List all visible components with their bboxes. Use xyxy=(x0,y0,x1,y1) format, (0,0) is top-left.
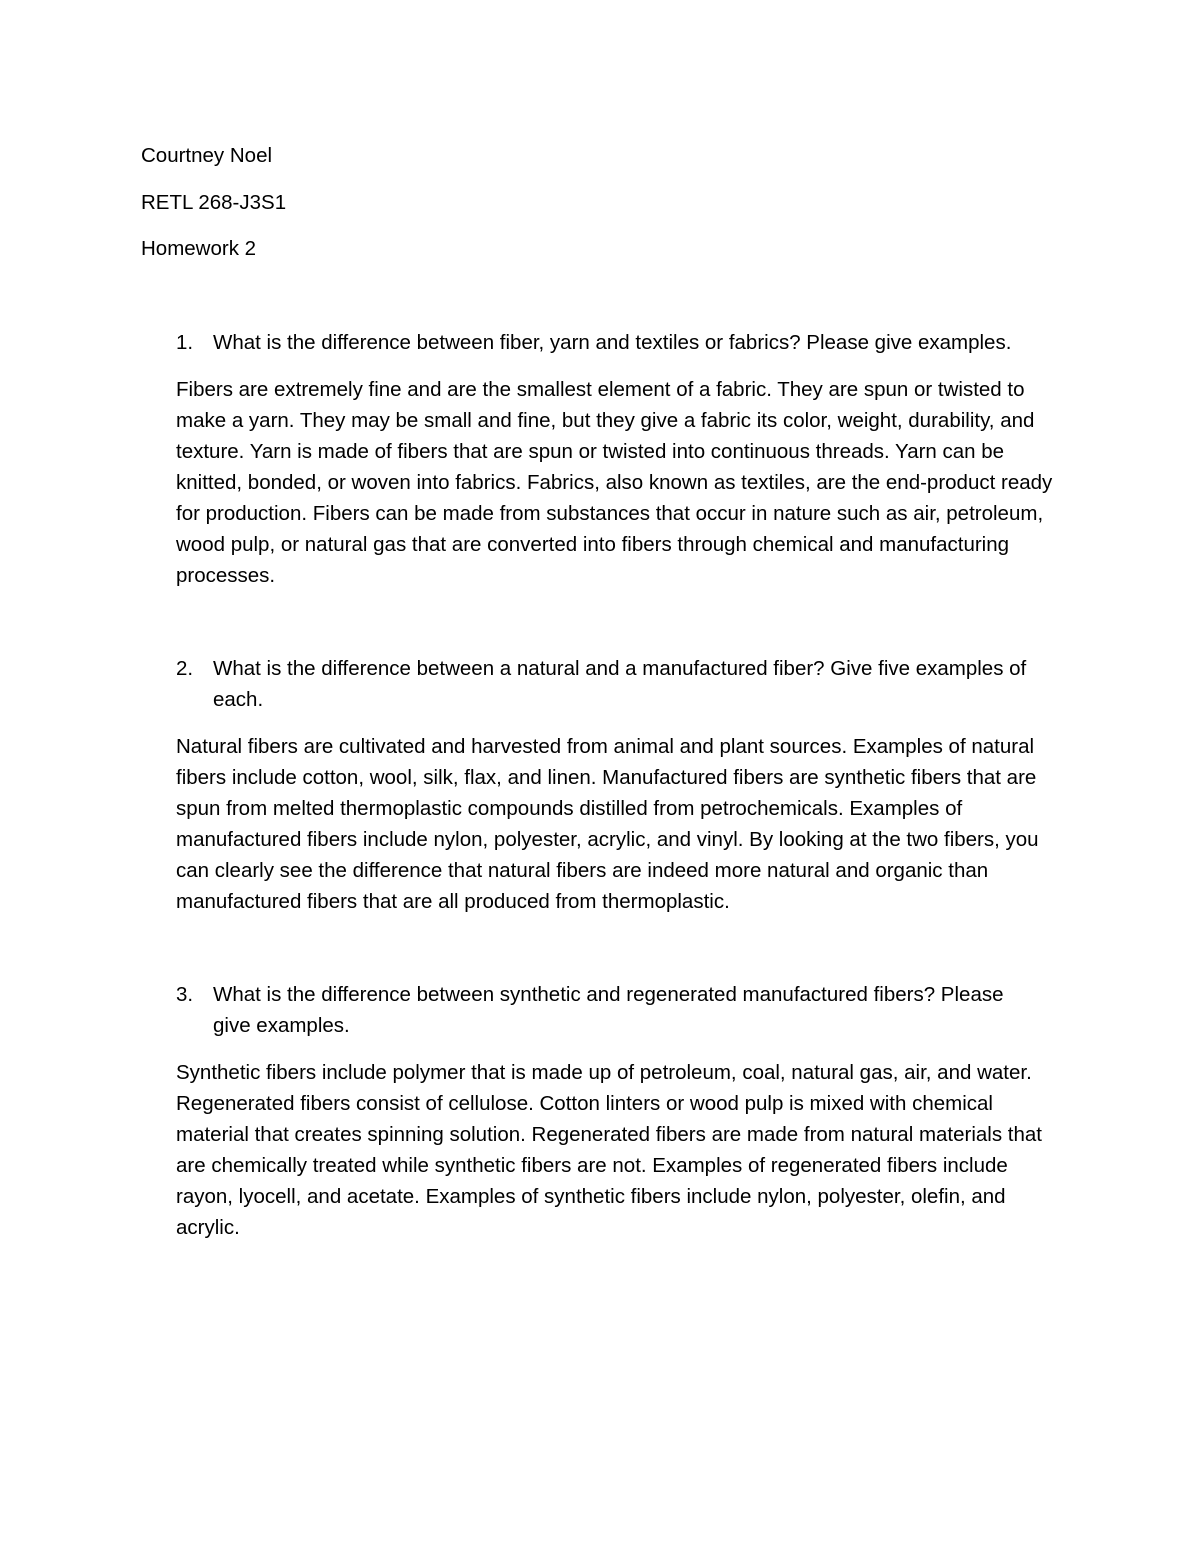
question-text: What is the difference between synthetic and regenerated manufactured fibers? Please give examples. xyxy=(213,983,1004,1037)
question-number: 2. xyxy=(176,657,194,680)
author-name: Courtney Noel xyxy=(141,144,273,167)
question-text: What is the difference between fiber, yarn and textiles or fabrics? Please give examples. xyxy=(213,331,1012,354)
answer-2: Natural fibers are cultivated and harvested from animal and plant sources. Examples of natural fibers include cotton, wool, silk, flax, and linen. Manufactured fibers are synthetic fibers that are spun from melted thermoplastic compounds distilled from petrochemicals. Examples of manufactured fibers include nylon, polyester, acrylic, and vinyl. By looking at the two fibers, you can clearly see the difference that natural fibers are indeed more natural and organic than manufactured fibers that are all produced from thermoplastic. xyxy=(176,735,1039,913)
course-code: RETL 268-J3S1 xyxy=(141,191,287,214)
question-2 xyxy=(176,653,1076,715)
answer-3: Synthetic fibers include polymer that is made up of petroleum, coal, natural gas, air, and water. Regenerated fibers consist of cellulose. Cotton linters or wood pulp is mixed with chemical material that creates spinning solution. Regenerated fibers are made from natural materials that are chemically treated while synthetic fibers are not. Examples of regenerated fibers include rayon, lyocell, and acetate. Examples of synthetic fibers include nylon, polyester, olefin, and acrylic. xyxy=(176,1061,1043,1239)
question-1 xyxy=(176,327,1076,358)
question-3 xyxy=(176,979,1076,1041)
question-text: What is the difference between a natural and a manufactured fiber? Give five examples of each. xyxy=(213,657,1027,711)
answer-1: Fibers are extremely fine and are the smallest element of a fabric. They are spun or twisted to make a yarn. They may be small and fine, but they give a fabric its color, weight, durability, and texture. Yarn is made of fibers that are spun or twisted into continuous threads. Yarn can be knitted, bonded, or woven into fabrics. Fabrics, also known as textiles, are the end-product ready for production. Fibers can be made from substances that occur in nature such as air, petroleum, wood pulp, or natural gas that are converted into fibers through chemical and manufacturing processes. xyxy=(176,378,1053,587)
question-number: 1. xyxy=(176,331,194,354)
question-number: 3. xyxy=(176,983,194,1006)
assignment-title: Homework 2 xyxy=(141,237,257,260)
